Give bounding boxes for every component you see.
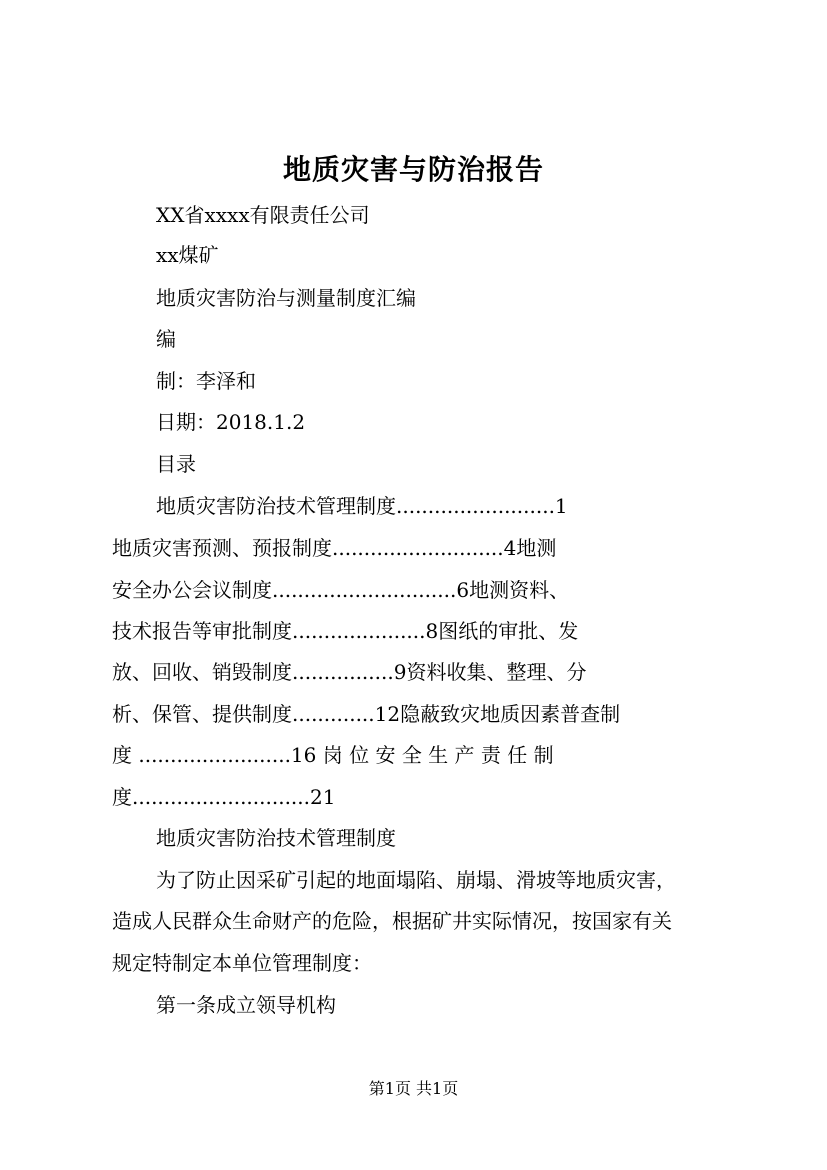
toc-line: 技术报告等审批制度.....................8图纸的审批、发 xyxy=(112,619,579,643)
mine-name: xx煤矿 xyxy=(156,243,219,267)
toc-line: 放、回收、销毁制度................9资料收集、整理、分 xyxy=(112,660,587,684)
section-heading: 地质灾害防治技术管理制度 xyxy=(156,826,396,850)
company-name: XX省xxxx有限责任公司 xyxy=(156,203,370,227)
toc-line: 析、保管、提供制度.............12隐蔽致灾地质因素普查制 xyxy=(112,702,621,726)
date-line: 日期：2018.1.2 xyxy=(156,410,306,434)
body-paragraph-line: 为了防止因采矿引起的地面塌陷、崩塌、滑坡等地质灾害， xyxy=(156,868,676,892)
compiler-line: 制：李泽和 xyxy=(156,369,256,393)
article-heading: 第一条成立领导机构 xyxy=(156,993,336,1017)
compiled-label: 编 xyxy=(156,327,176,351)
toc-line: 度............................21 xyxy=(112,785,336,809)
document-title: 地质灾害与防治报告 xyxy=(282,153,544,186)
compilation-title: 地质灾害防治与测量制度汇编 xyxy=(156,286,416,310)
body-paragraph-line: 造成人民群众生命财产的危险，根据矿井实际情况，按国家有关 xyxy=(112,909,672,933)
toc-line: 安全办公会议制度.............................6地测资料、 xyxy=(112,578,570,602)
body-paragraph-line: 规定特制定本单位管理制度： xyxy=(112,951,372,975)
page-footer: 第1页 共1页 xyxy=(368,1079,459,1098)
toc-heading: 目录 xyxy=(156,452,196,476)
toc-line: 地质灾害防治技术管理制度.........................1 xyxy=(156,494,568,518)
toc-line: 度 ........................16 岗 位 安 全 生 产 责 任 制 xyxy=(112,743,554,767)
toc-line: 地质灾害预测、预报制度...........................4地测 xyxy=(112,536,557,560)
